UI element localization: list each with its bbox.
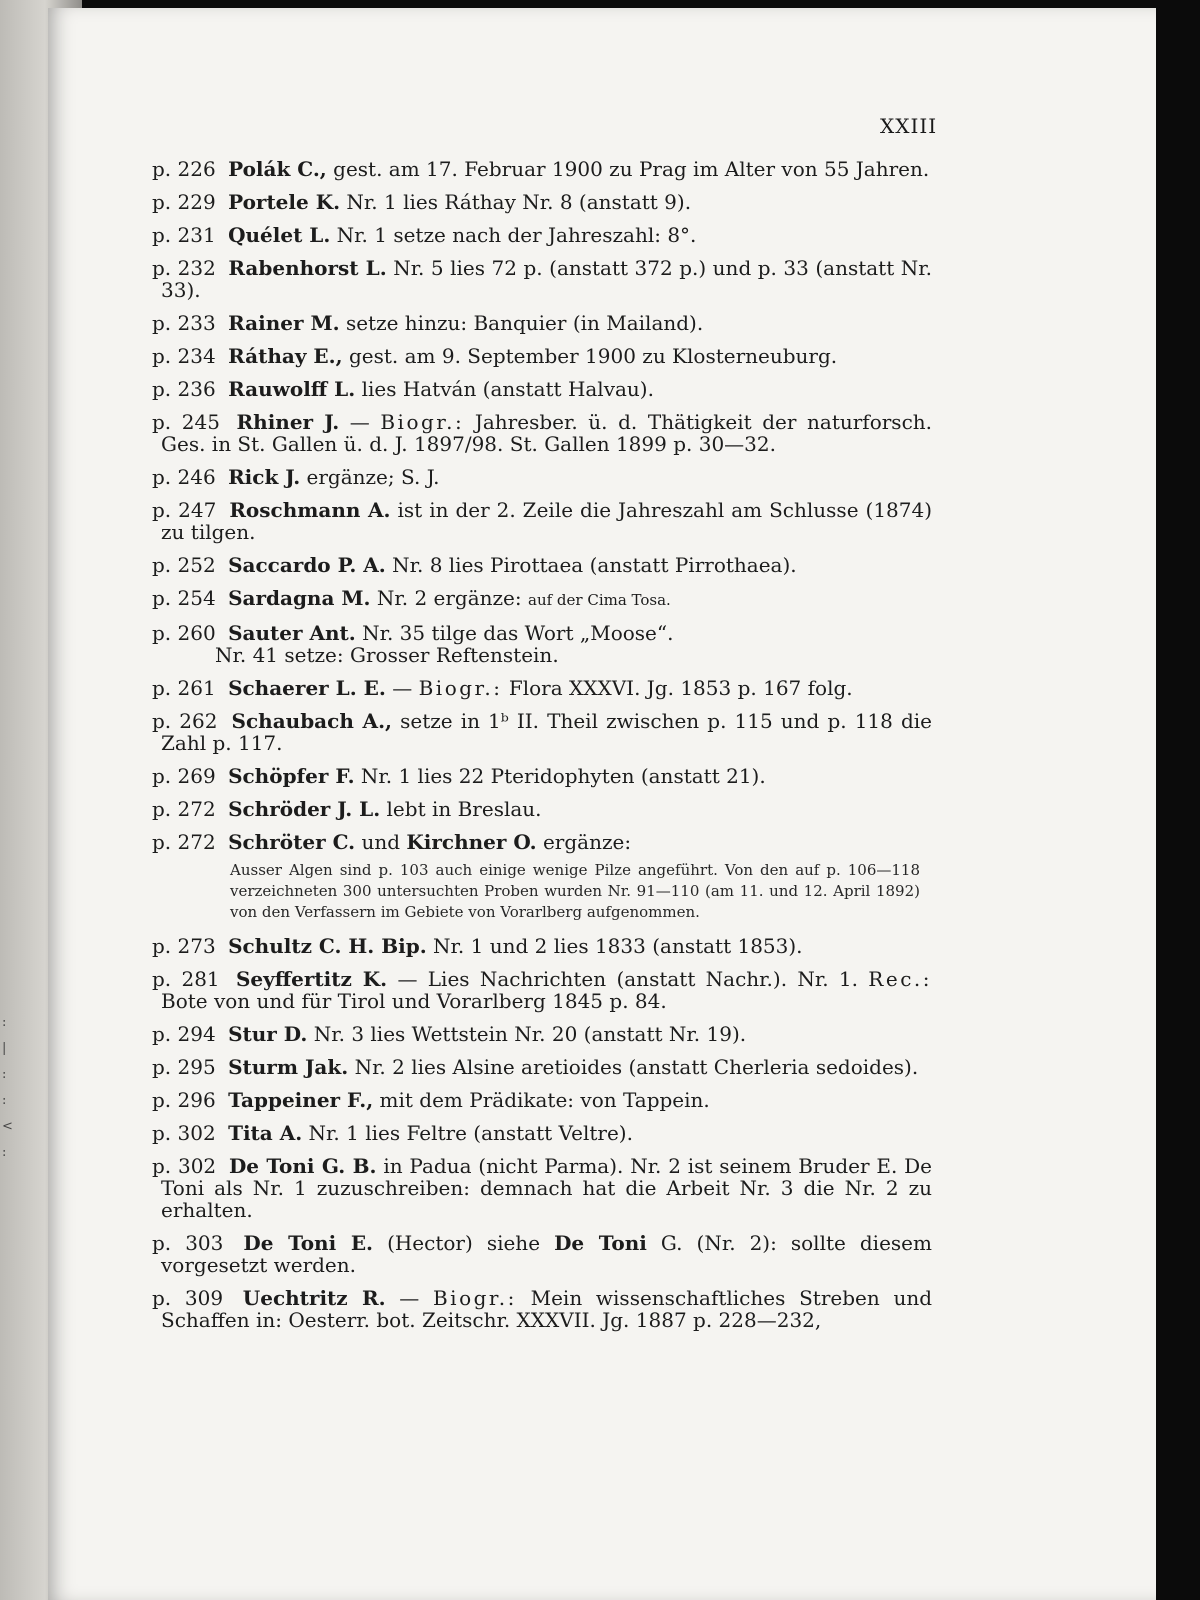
entry-p233	[152, 312, 932, 334]
author-name: Sturm Jak.	[228, 1055, 349, 1079]
entry-p302-detoni	[152, 1155, 932, 1221]
page-ref: p. 261	[152, 676, 216, 700]
author-name: Rabenhorst L.	[228, 256, 387, 280]
author-name: Uechtritz R.	[242, 1286, 386, 1310]
page-number: XXIII	[880, 114, 938, 138]
author-name: De Toni E.	[243, 1231, 374, 1255]
entry-text: setze in 1ᵇ II. Theil zwischen p. 115 und p. 118 die Zahl p. 117.	[161, 709, 932, 755]
entry-p261	[152, 677, 932, 699]
page-ref: p. 262	[152, 709, 218, 733]
dash: —	[349, 410, 370, 434]
entry-text: Jahresber. ü. d. Thätigkeit der naturforsch. Ges. in St. Gallen ü. d. J. 1897/98. St. Gallen 1899 p. 30—32.	[161, 410, 933, 456]
rec-label: Rec.:	[868, 967, 932, 991]
author-name-second: De Toni	[554, 1231, 647, 1255]
conjunction: und	[361, 830, 401, 854]
author-name: Quélet L.	[228, 223, 331, 247]
entry-p245	[152, 411, 932, 455]
entry-text: Nr. 35 tilge das Wort „Moose“.	[362, 621, 674, 645]
biogr-label: Biogr.:	[432, 1286, 517, 1310]
author-name: Rainer M.	[228, 311, 340, 335]
page-ref: p. 247	[152, 498, 217, 522]
author-name: Ráthay E.,	[228, 344, 343, 368]
page-ref: p. 232	[152, 256, 216, 280]
entry-text: (Hector) siehe	[387, 1231, 541, 1255]
author-name: Tita A.	[228, 1121, 303, 1145]
entry-p302-tita	[152, 1122, 932, 1144]
page-ref: p. 302	[152, 1121, 216, 1145]
entry-text: in Padua (nicht Parma). Nr. 2 ist seinem Bruder E. De Toni als Nr. 1 zuzuschreiben: demnach hat die Arbeit Nr. 3 die Nr. 2 zu erhalten.	[161, 1154, 932, 1222]
entry-p273	[152, 935, 932, 957]
entry-text: Mein wissenschaftliches Streben und Schaffen in: Oesterr. bot. Zeitschr. XXXVII. Jg. 1887 p. 228—232,	[161, 1286, 933, 1332]
entry-p260	[152, 622, 932, 666]
entry-text: Nr. 5 lies 72 p. (anstatt 372 p.) und p. 33 (anstatt Nr. 33).	[161, 256, 932, 302]
entry-p272-schroeter	[152, 831, 932, 853]
facing-page-marks: : | : : < :	[2, 1015, 13, 1160]
page-ref: p. 295	[152, 1055, 216, 1079]
page-ref: p. 269	[152, 764, 216, 788]
book-page	[48, 8, 1156, 1600]
entry-text: Nr. 1 lies Ráthay Nr. 8 (anstatt 9).	[346, 190, 692, 214]
author-name: Tappeiner F.,	[228, 1088, 374, 1112]
page-ref: p. 246	[152, 465, 216, 489]
author-name-second: Kirchner O.	[406, 830, 537, 854]
author-name: Stur D.	[228, 1022, 308, 1046]
entry-text: Flora XXXVI. Jg. 1853 p. 167 folg.	[508, 676, 853, 700]
entry-text-second: G. (Nr. 2): sollte diesem vorgesetzt werden.	[161, 1231, 932, 1277]
entry-text: Nr. 2 lies Alsine aretioides (anstatt Cherleria sedoides).	[354, 1055, 919, 1079]
page-ref: p. 236	[152, 377, 216, 401]
entry-text-second: Bote von und für Tirol und Vorarlberg 1845 p. 84.	[161, 989, 667, 1013]
biogr-label: Biogr.:	[418, 676, 503, 700]
author-name: Schröder J. L.	[228, 797, 381, 821]
entry-text: ist in der 2. Zeile die Jahreszahl am Schlusse (1874) zu tilgen.	[161, 498, 933, 544]
page-ref: p. 260	[152, 621, 216, 645]
entry-p252	[152, 554, 932, 576]
entry-small-text: auf der Cima Tosa.	[528, 591, 671, 609]
entry-text: lies Hatván (anstatt Halvau).	[361, 377, 654, 401]
entry-text: gest. am 17. Februar 1900 zu Prag im Alter von 55 Jahren.	[333, 157, 930, 181]
entry-text: Lies Nachrichten (anstatt Nachr.). Nr. 1.	[427, 967, 858, 991]
entry-p231	[152, 224, 932, 246]
author-name: Polák C.,	[228, 157, 327, 181]
entry-p254	[152, 587, 932, 611]
author-name: Roschmann A.	[229, 498, 391, 522]
author-name: Rick J.	[228, 465, 301, 489]
page-ref: p. 303	[152, 1231, 224, 1255]
page-ref: p. 273	[152, 934, 216, 958]
entry-text: Nr. 1 lies 22 Pteridophyten (anstatt 21).	[360, 764, 766, 788]
entry-p309	[152, 1287, 932, 1331]
dash: —	[397, 967, 418, 991]
entry-text: Nr. 3 lies Wettstein Nr. 20 (anstatt Nr. 19).	[313, 1022, 747, 1046]
author-name: Rhiner J.	[236, 410, 340, 434]
entry-text: Nr. 8 lies Pirottaea (anstatt Pirrothaea).	[392, 553, 797, 577]
page-ref: p. 281	[152, 967, 220, 991]
entry-text: lebt in Breslau.	[386, 797, 542, 821]
page-ref: p. 272	[152, 797, 216, 821]
entry-p232	[152, 257, 932, 301]
entry-p262	[152, 710, 932, 754]
page-ref: p. 254	[152, 586, 216, 610]
biogr-label: Biogr.:	[380, 410, 465, 434]
entry-p295	[152, 1056, 932, 1078]
entry-p269	[152, 765, 932, 787]
page-ref: p. 302	[152, 1154, 217, 1178]
entry-p296	[152, 1089, 932, 1111]
entry-p226	[152, 158, 932, 180]
author-name: Schaerer L. E.	[228, 676, 386, 700]
entry-text: mit dem Prädikate: von Tappein.	[379, 1088, 710, 1112]
entry-text: ergänze:	[542, 830, 632, 854]
dash: —	[399, 1286, 420, 1310]
dash: —	[392, 676, 413, 700]
page-ref: p. 229	[152, 190, 216, 214]
entry-p303	[152, 1232, 932, 1276]
author-name: Rauwolff L.	[228, 377, 356, 401]
page-ref: p. 233	[152, 311, 216, 335]
page-ref: p. 234	[152, 344, 216, 368]
errata-list	[152, 158, 932, 1342]
author-name: Schultz C. H. Bip.	[228, 934, 427, 958]
page-ref: p. 226	[152, 157, 216, 181]
entry-p247	[152, 499, 932, 543]
page-ref: p. 309	[152, 1286, 224, 1310]
entry-p234	[152, 345, 932, 367]
entry-p246	[152, 466, 932, 488]
author-name: Schaubach A.,	[231, 709, 392, 733]
author-name: Portele K.	[228, 190, 341, 214]
author-name: Sauter Ant.	[228, 621, 356, 645]
entry-text: Nr. 1 und 2 lies 1833 (anstatt 1853).	[433, 934, 803, 958]
page-ref: p. 296	[152, 1088, 216, 1112]
entry-second-line: Nr. 41 setze: Grosser Reftenstein.	[215, 643, 559, 667]
entry-text: gest. am 9. September 1900 zu Klosterneuburg.	[348, 344, 838, 368]
page-ref: p. 231	[152, 223, 216, 247]
entry-p281	[152, 968, 932, 1012]
entry-text: ergänze; S. J.	[306, 465, 440, 489]
author-name: De Toni G. B.	[228, 1154, 377, 1178]
author-name: Schröter C.	[228, 830, 356, 854]
page-ref: p. 294	[152, 1022, 216, 1046]
entry-text: setze hinzu: Banquier (in Mailand).	[345, 311, 704, 335]
page-ref: p. 252	[152, 553, 216, 577]
entry-text: Nr. 1 setze nach der Jahreszahl: 8°.	[336, 223, 697, 247]
author-name: Schöpfer F.	[228, 764, 355, 788]
entry-text: Nr. 2 ergänze:	[376, 586, 522, 610]
entry-p229	[152, 191, 932, 213]
page-ref: p. 245	[152, 410, 220, 434]
entry-p236	[152, 378, 932, 400]
entry-note: Ausser Algen sind p. 103 auch einige wenige Pilze angeführt. Von den auf p. 106—118 verzeichneten 300 untersuchten Proben wurden Nr. 91—110 (am 11. und 12. April 1892) von den Verfassern im Gebiete von Vorarlberg aufgenommen.	[230, 861, 920, 921]
author-name: Saccardo P. A.	[228, 553, 386, 577]
author-name: Sardagna M.	[228, 586, 371, 610]
entry-p272-schroeder	[152, 798, 932, 820]
entry-p294	[152, 1023, 932, 1045]
page-ref: p. 272	[152, 830, 216, 854]
author-name: Seyffertitz K.	[235, 967, 388, 991]
entry-text: Nr. 1 lies Feltre (anstatt Veltre).	[308, 1121, 633, 1145]
